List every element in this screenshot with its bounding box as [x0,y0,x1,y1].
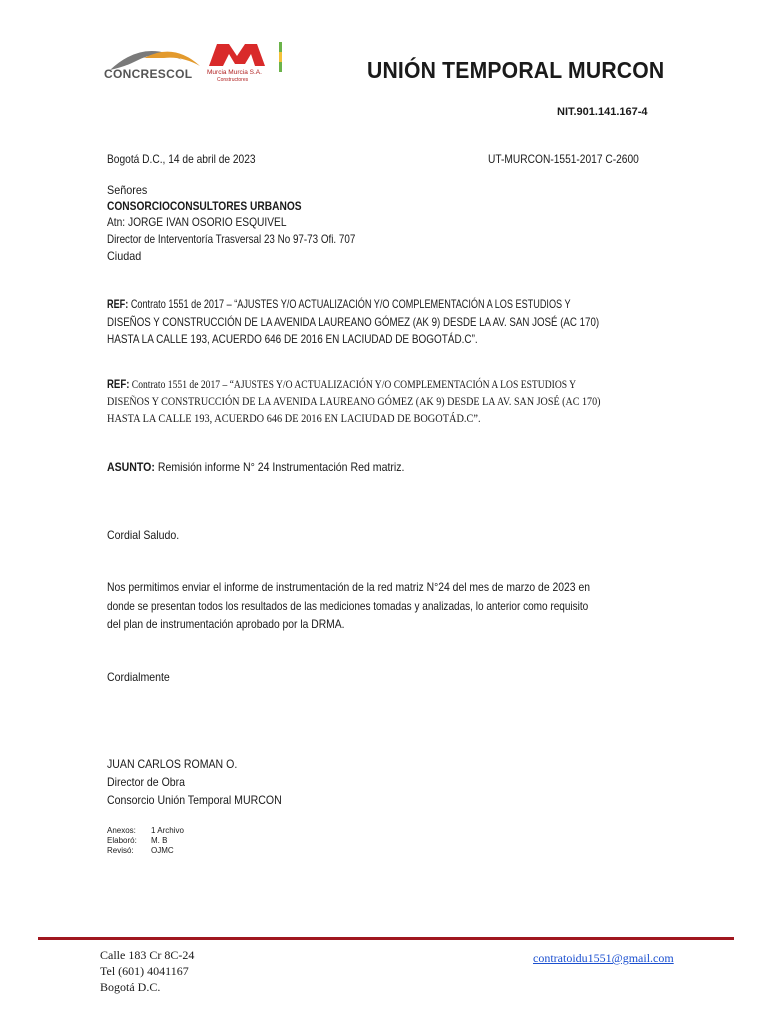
signer-name: JUAN CARLOS ROMAN O. [107,757,238,771]
signer-org: Consorcio Unión Temporal MURCON [107,793,282,807]
place-date: Bogotá D.C., 14 de abril de 2023 [107,152,256,166]
subject-line [107,459,404,475]
footer-address-line2: Tel (601) 4041167 [100,964,189,978]
annex-value: OJMC [151,846,174,855]
city-line: Ciudad [107,249,142,263]
ref1-line2: DISEÑOS Y CONSTRUCCIÓN DE LA AVENIDA LAUREANO GÓMEZ (AK 9) DESDE LA AV. SAN JOSÉ (AC 170) [107,315,600,329]
annex-label: Revisó: [107,846,134,855]
subject-text: Remisión informe N° 24 Instrumentación Red matriz. [154,460,405,474]
ref1-label: REF: [107,297,129,311]
footer-address [100,947,194,995]
footer-divider [38,937,734,940]
concrescol-logo-text: CONCRESCOL [104,67,193,81]
ref1-text1: Contrato 1551 de 2017 – “AJUSTES Y/O ACTUALIZACIÓN Y/O COMPLEMENTACIÓN A LOS ESTUDIOS Y [128,297,571,311]
ref1-line1 [107,296,571,312]
closing: Cordialmente [107,670,170,684]
recipient-role: Director de Interventoría Trasversal 23 No 97-73 Ofi. 707 [107,232,356,246]
signer-role: Director de Obra [107,775,186,789]
footer-address-line3: Bogotá D.C. [100,980,161,994]
body-line3: del plan de instrumentación aprobado por la DRMA. [107,617,345,631]
annex-value: 1 Archivo [151,826,184,835]
murcia-logo-subtext: Constructores [217,77,249,83]
company-title: UNIÓN TEMPORAL MURCON [367,57,665,83]
ref2-line1 [107,376,576,392]
footer-address-line1: Calle 183 Cr 8C-24 [100,948,195,962]
reference-code: UT-MURCON-1551-2017 C-2600 [488,152,639,166]
footer-email-link[interactable]: contratoidu1551@gmail.com [533,951,674,965]
ref2-line2: DISEÑOS Y CONSTRUCCIÓN DE LA AVENIDA LAUREANO GÓMEZ (AK 9) DESDE LA AV. SAN JOSÉ (AC 170) [107,394,601,408]
annex-value: M. B [151,836,168,845]
concrescol-logo [104,40,204,90]
recipient-org: CONSORCIOCONSULTORES URBANOS [107,199,302,213]
company-nit: NIT.901.141.167-4 [557,106,648,118]
murcia-logo-text: Murcia Murcia S.A. [207,69,262,76]
ref2-line3: HASTA LA CALLE 193, ACUERDO 646 DE 2016 EN LACIUDAD DE BOGOTÁD.C”. [107,411,481,425]
ref2-text1: Contrato 1551 de 2017 – “AJUSTES Y/O ACTUALIZACIÓN Y/O COMPLEMENTACIÓN A LOS ESTUDIOS Y [129,377,577,391]
ref1-line3: HASTA LA CALLE 193, ACUERDO 646 DE 2016 EN LACIUDAD DE BOGOTÁD.C”. [107,332,478,346]
body-line2: donde se presentan todos los resultados de las mediciones tomadas y analizadas, lo anterior como requisito [107,599,589,613]
annex-label: Anexos: [107,826,136,835]
subject-label: ASUNTO: [107,460,155,474]
ref2-label: REF: [107,377,130,391]
attention-line: Atn: JORGE IVAN OSORIO ESQUIVEL [107,215,287,229]
greeting: Cordial Saludo. [107,528,180,542]
annex-label: Elaboró: [107,836,137,845]
body-line1: Nos permitimos enviar el informe de instrumentación de la red matriz N°24 del mes de marzo de 2023 en [107,580,591,594]
salutation-to: Señores [107,183,148,197]
murcia-logo [205,40,285,90]
